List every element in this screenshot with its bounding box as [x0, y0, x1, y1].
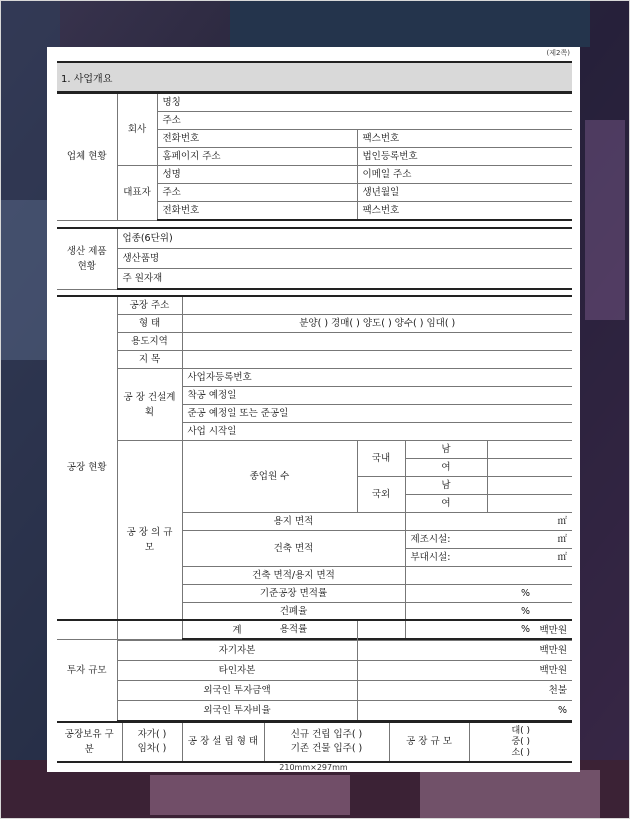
debt-unit[interactable]: 백만원: [357, 661, 572, 681]
company-address-field[interactable]: 주소: [157, 112, 572, 130]
far-unit[interactable]: %: [405, 621, 572, 640]
large-option[interactable]: 대( ): [511, 725, 531, 736]
foreign-female-field[interactable]: [487, 495, 572, 513]
small-option[interactable]: 소( ): [511, 747, 531, 758]
foreign-amount-unit[interactable]: 천불: [357, 681, 572, 701]
aux-facility-label: 부대시설:: [410, 551, 451, 563]
company-status-table: [57, 92, 572, 221]
total-label: 계: [117, 620, 357, 641]
domestic-male-label: 남: [405, 441, 487, 459]
land-category-field[interactable]: [182, 351, 572, 369]
new-building-option[interactable]: 신규 건립 입주( ): [290, 729, 363, 740]
setup-options[interactable]: [264, 722, 389, 762]
zoning-field[interactable]: [182, 333, 572, 351]
own-option[interactable]: 자가( ): [137, 729, 167, 740]
equity-label: 자기자본: [117, 641, 357, 661]
mfg-facility-label: 제조시설:: [410, 533, 451, 545]
ownership-table: [57, 721, 572, 763]
factory-status-category: 공장 현황: [57, 296, 117, 639]
foreign-male-label: 남: [405, 477, 487, 495]
biz-start-date-field[interactable]: 사업 시작일: [182, 423, 572, 441]
raw-material-field[interactable]: 주 원자재: [117, 269, 572, 290]
homepage-field[interactable]: 홈페이지 주소: [157, 148, 357, 166]
setup-type-label: 공 장 설 립 형 태: [182, 722, 264, 762]
company-label: 회사: [117, 93, 157, 166]
product-status-category: 생산 제품 현황: [57, 228, 117, 289]
rep-phone-field[interactable]: 전화번호: [157, 202, 357, 221]
product-name-field[interactable]: 생산품명: [117, 249, 572, 269]
section-title: 1. 사업개요: [61, 74, 113, 85]
domestic-label: 국내: [357, 441, 405, 477]
foreign-ratio-label: 외국인 투자비율: [117, 701, 357, 722]
ownership-options[interactable]: [122, 722, 182, 762]
domestic-female-label: 여: [405, 459, 487, 477]
completion-date-field[interactable]: 준공 예정일 또는 준공일: [182, 405, 572, 423]
section-header: [57, 61, 572, 92]
std-ratio-label: 기준공장 면적률: [182, 585, 405, 603]
investment-table: [57, 619, 572, 722]
factory-type-options[interactable]: 분양( ) 경매( ) 양도( ) 양수( ) 임대( ): [182, 315, 572, 333]
ownership-label: 공장보유 구 분: [57, 722, 122, 762]
corp-reg-field[interactable]: 법인등록번호: [357, 148, 572, 166]
factory-status-table: [57, 295, 572, 640]
far-label: 용적률: [182, 621, 405, 640]
representative-label: 대표자: [117, 166, 157, 221]
foreign-amount-label: 외국인 투자금액: [117, 681, 357, 701]
rent-option[interactable]: 임차( ): [137, 743, 167, 754]
coverage-label: 건폐율: [182, 603, 405, 621]
construction-plan-label: 공 장 건설계획: [117, 369, 182, 441]
domestic-female-field[interactable]: [487, 459, 572, 477]
medium-option[interactable]: 중( ): [511, 736, 531, 747]
factory-size-options[interactable]: [469, 722, 572, 762]
equity-unit[interactable]: 백만원: [357, 641, 572, 661]
product-status-table: [57, 227, 572, 290]
rep-fax-field[interactable]: 팩스번호: [357, 202, 572, 221]
factory-address-label: 공장 주소: [117, 296, 182, 315]
company-fax-field[interactable]: 팩스번호: [357, 130, 572, 148]
aux-facility-field[interactable]: [405, 549, 572, 567]
industry-field[interactable]: 업종(6단위): [117, 228, 572, 249]
factory-address-field[interactable]: [182, 296, 572, 315]
building-area-label: 건축 면적: [182, 531, 405, 567]
site-area-label: 용지 면적: [182, 513, 405, 531]
area-ratio-label: 건축 면적/용지 면적: [182, 567, 405, 585]
birth-date-field[interactable]: 생년월일: [357, 184, 572, 202]
company-status-category: 업체 현황: [57, 93, 117, 220]
biz-reg-field[interactable]: 사업자등록번호: [182, 369, 572, 387]
application-form: [47, 47, 580, 772]
start-date-field[interactable]: 착공 예정일: [182, 387, 572, 405]
coverage-unit[interactable]: %: [405, 603, 572, 621]
factory-scale-label: 공 장 의 규 모: [117, 441, 182, 640]
mfg-facility-field[interactable]: [405, 531, 572, 549]
mfg-facility-unit: ㎡: [557, 533, 568, 545]
aux-facility-unit: ㎡: [557, 551, 568, 563]
foreign-ratio-unit[interactable]: %: [357, 701, 572, 722]
zoning-label: 용도지역: [117, 333, 182, 351]
factory-type-label: 형 태: [117, 315, 182, 333]
company-name-field[interactable]: 명칭: [157, 93, 572, 112]
company-phone-field[interactable]: 전화번호: [157, 130, 357, 148]
std-ratio-unit[interactable]: %: [405, 585, 572, 603]
email-field[interactable]: 이메일 주소: [357, 166, 572, 184]
area-ratio-field[interactable]: [405, 567, 572, 585]
foreign-male-field[interactable]: [487, 477, 572, 495]
investment-category: 투자 규모: [57, 620, 117, 721]
paper-size-footer: 210mm×297mm: [279, 763, 348, 772]
land-category-label: 지 목: [117, 351, 182, 369]
rep-name-field[interactable]: 성명: [157, 166, 357, 184]
foreign-label: 국외: [357, 477, 405, 513]
site-area-unit[interactable]: ㎡: [405, 513, 572, 531]
foreign-female-label: 여: [405, 495, 487, 513]
page-number: (제2쪽): [546, 49, 570, 57]
factory-size-label: 공 장 규 모: [389, 722, 469, 762]
rep-address-field[interactable]: 주소: [157, 184, 357, 202]
debt-label: 타인자본: [117, 661, 357, 681]
domestic-male-field[interactable]: [487, 441, 572, 459]
employees-label: 종업원 수: [182, 441, 357, 513]
total-unit[interactable]: 백만원: [357, 620, 572, 641]
existing-building-option[interactable]: 기존 건물 입주( ): [290, 743, 363, 754]
